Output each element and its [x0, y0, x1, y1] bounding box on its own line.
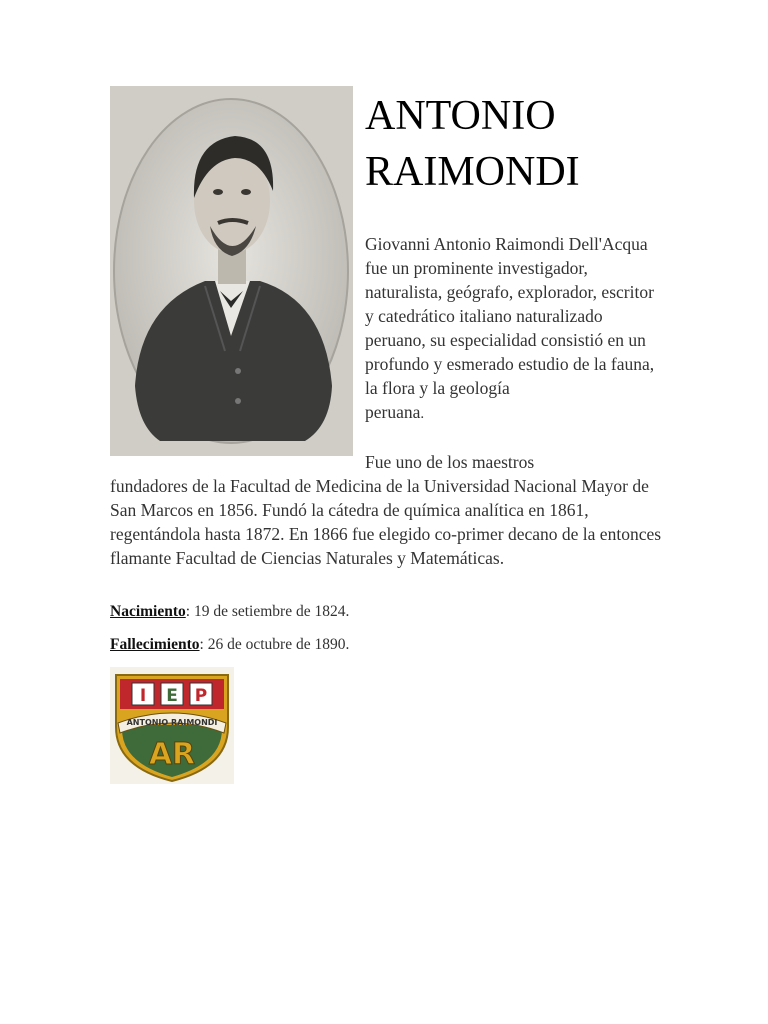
body-paragraph: fundadores de la Facultad de Medicina de la Universidad Nacional Mayor de San Marcos en 1856. Fundó la cátedra de química analítica en 1861, regentándola hasta 1872. En 1866 fue elegido co-primer decano de la entonces flamante Facultad de Ciencias Naturales y Matemáticas.: [110, 476, 662, 568]
birth-label: Nacimiento: [110, 603, 186, 620]
logo-initials: AR: [148, 737, 196, 772]
logo-letter-2: E: [166, 686, 178, 706]
birth-value: 19 de setiembre de 1824.: [190, 603, 350, 620]
intro-paragraph: [365, 232, 665, 426]
title-line-1: ANTONIO: [365, 93, 556, 139]
page-title: [365, 88, 725, 200]
title-line-2: RAIMONDI: [365, 149, 580, 195]
logo-letter-1: I: [139, 686, 147, 706]
school-logo: [110, 667, 234, 784]
death-value: 26 de octubre de 1890.: [203, 636, 350, 653]
birth-fact: Nacimiento: 19 de setiembre de 1824.: [110, 603, 350, 620]
intro-last-word: peruana: [365, 402, 421, 422]
death-label: Fallecimiento: [110, 636, 200, 653]
logo-ribbon-text: ANTONIO RAIMONDI: [126, 718, 218, 727]
intro-last-punct: .: [420, 406, 425, 422]
logo-letter-3: P: [194, 686, 208, 706]
portrait-photo: [110, 86, 353, 456]
body-first-line: Fue uno de los maestros: [365, 452, 535, 472]
intro-text: Giovanni Antonio Raimondi Dell'Acqua fue un prominente investigador, naturalista, geógrafo, explorador, escritor y catedrático italiano naturalizado peruano, su especialidad consistió en un profundo y esmerado estudio de la fauna, la flora y la geología: [365, 234, 655, 398]
death-fact: Fallecimiento: 26 de octubre de 1890.: [110, 636, 350, 653]
